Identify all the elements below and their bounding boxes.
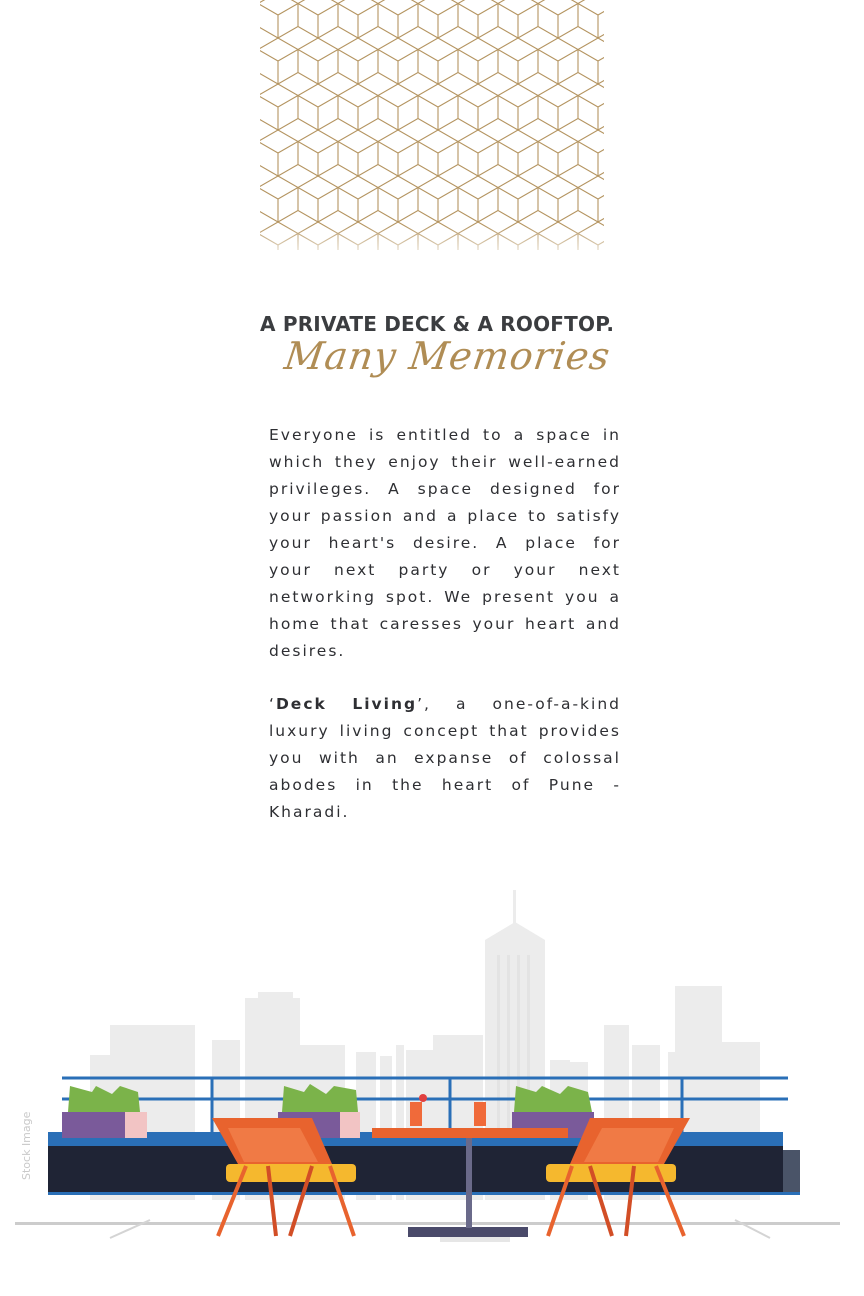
- script-subtitle: Many Memories: [281, 334, 614, 378]
- deck-floor: [15, 1220, 840, 1242]
- quote-open: ‘: [269, 695, 276, 713]
- deck-living-rest: ’, a one-of-a-kind luxury living concept that provides you with an expanse of colossal abodes in the heart of Pune - Kharadi.: [269, 695, 621, 821]
- section-heading: A PRIVATE DECK & A ROOFTOP.: [260, 312, 615, 336]
- stock-image-label: Stock Image: [20, 1111, 33, 1180]
- deck-living-bold: Deck Living: [275, 695, 418, 713]
- intro-paragraph: Everyone is entitled to a space in which they enjoy their well-earned privileges. A space designed for your passion and a place to satisfy your heart's desire. A place for your next party or your next networking spot. We present you a home that caresses your heart and desires.: [269, 426, 621, 660]
- rooftop-deck-illustration: [0, 880, 864, 1260]
- geometric-cube-pattern: [260, 0, 604, 250]
- deck-living-paragraph: [269, 691, 621, 826]
- bench: [48, 1132, 800, 1195]
